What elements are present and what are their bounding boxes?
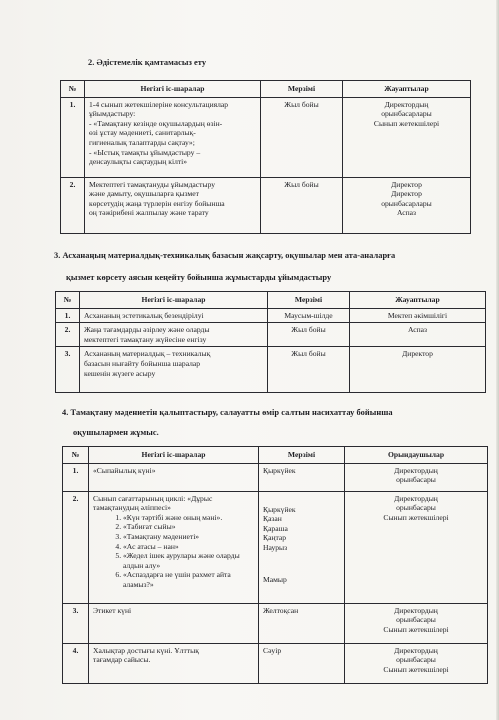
activity-line: көрсетудің жаңа түрлерін енгізу бойынша [89, 198, 225, 208]
row-activity [80, 347, 268, 393]
row-activity: «Сыпайылық күні» [89, 463, 259, 491]
section-4-title: 4. Тамақтану мәдениетін қалыптастыру, салауатты өмір салтын насихаттау бойынша [62, 408, 393, 417]
row-number: 2. [61, 177, 85, 233]
responsible-line: Директордың [394, 605, 438, 615]
table-row [63, 463, 488, 491]
row-activity [85, 177, 261, 233]
activity-line: 1-4 сынып жетекшілеріне консультациялар [89, 99, 229, 109]
activity-line: базасын нығайту бойынша шаралар [84, 358, 201, 368]
term-line: Қыркүйек [263, 504, 296, 514]
section-3-title-line: 3. Асханаңың материалдық-техникалық базасын жақсарту, оқушылар мен ата-аналарға [54, 251, 396, 260]
table-row [56, 323, 486, 347]
header-term: Мерзімі [261, 81, 343, 98]
table-row [56, 308, 486, 323]
row-term [259, 491, 345, 603]
section-3-title [54, 250, 494, 261]
responsible-line: орынбасары [396, 503, 436, 513]
responsible-line: орынбасары [396, 655, 436, 665]
row-number: 3. [63, 603, 89, 643]
activity-line: мектептегі тамақтану жүйесіне енгізу [84, 334, 207, 344]
list-item: 2. «Табиғат сыйы» [123, 522, 254, 532]
row-number: 2. [63, 491, 89, 603]
list-item: 4. «Ас атасы – нан» [123, 542, 254, 552]
responsible-line: орынбасарлары [381, 109, 432, 119]
header-activities: Негізгі іс-шаралар [80, 292, 268, 309]
row-activity [89, 491, 259, 603]
header-term: Мерзімі [259, 447, 345, 464]
row-activity [80, 308, 268, 323]
row-responsible [345, 643, 488, 683]
section-2-title: 2. Әдістемелік қамтамасыз ету [88, 58, 207, 67]
term-gap [263, 553, 340, 575]
term-line: Желтоқсан [263, 605, 299, 615]
row-term [259, 643, 345, 683]
table-header-row [56, 292, 486, 309]
row-term [259, 463, 345, 491]
row-number: 1. [63, 463, 89, 491]
table-row [63, 603, 488, 643]
table-row [56, 347, 486, 393]
section-4-table [62, 446, 488, 684]
responsible-line: Сынып жетекшілері [383, 624, 449, 634]
row-number: 3. [56, 347, 80, 393]
header-responsible: Жауаптылар [343, 81, 471, 98]
header-number: № [56, 292, 80, 309]
table-header-row [63, 447, 488, 464]
header-term: Мерзімі [268, 292, 350, 309]
section-3-table [55, 291, 486, 393]
term-line: Қыркүйек [263, 465, 296, 475]
responsible-line: Директор [391, 189, 422, 199]
list-item: 5. «Жедел ішек аурулары және оларды алдын алу» [123, 551, 254, 570]
activity-line: гигиеналық талаптарды сақтау»; [89, 137, 195, 147]
activity-line: Асхананың эстетикалық безендірілуі [84, 310, 204, 320]
activity-line: Жаңа тағамдарды әзірлеу және оларды [84, 325, 210, 335]
row-term [259, 603, 345, 643]
activity-line: Асхананың материалдық – техникалық [84, 349, 211, 359]
row-term: Маусым-шілде [268, 308, 350, 323]
row-term: Жыл бойы [261, 97, 343, 177]
activity-line: - «Ыстық тамақты ұйымдастыру – [89, 147, 201, 157]
activity-line: тамақтанудың әліппесі» [93, 503, 171, 513]
row-responsible [343, 177, 471, 233]
list-item: 1. «Күн тәртібі және оның мәні». [123, 513, 254, 523]
header-activities: Негізгі іс-шаралар [89, 447, 259, 464]
activity-line: денсаулықты сақтаудың кілті» [89, 157, 188, 167]
activity-line: оң тәжірибені жалпылау және тарату [89, 208, 209, 218]
table-row [61, 97, 471, 177]
activity-line: және дамыту, оқушыларға қызмет [89, 189, 199, 199]
responsible-line: Директордың [394, 645, 438, 655]
responsible-line: орынбасары [396, 475, 436, 485]
row-responsible: Мектеп әкімшілігі [350, 308, 486, 323]
row-activity [80, 323, 268, 347]
section-3-subtitle: қызмет көрсету аясын кеңейту бойынша жұмыстарды ұйымдастыру [66, 273, 332, 282]
row-responsible [345, 463, 488, 491]
row-number: 2. [56, 323, 80, 347]
header-responsible: Жауаптылар [350, 292, 486, 309]
activity-line: - «Тамақтану кезінде оқушылардың өзін- [89, 118, 223, 128]
activity-line: ұйымдастыру: [89, 109, 136, 119]
header-number: № [61, 81, 85, 98]
row-term: Жыл бойы [268, 323, 350, 347]
row-activity [85, 97, 261, 177]
term-line: Наурыз [263, 542, 288, 552]
row-responsible [343, 97, 471, 177]
responsible-line: Директордың [384, 99, 429, 109]
term-line: Сәуір [263, 645, 282, 655]
term-line: Қазан [263, 514, 282, 524]
responsible-line: Аспаз [396, 208, 417, 218]
section-4-subtitle: оқушылармен жұмыс. [73, 428, 159, 437]
row-responsible [345, 491, 488, 603]
activity-line: кешенін жүзеге асыру [84, 368, 156, 378]
responsible-line: Сынып жетекшілері [383, 512, 449, 522]
section-2-table [60, 80, 471, 234]
table-row [63, 643, 488, 683]
responsible-line: Директордың [394, 493, 438, 503]
class-hours-list [93, 513, 254, 590]
term-line: Қаңтар [263, 533, 287, 543]
row-responsible: Директор [350, 347, 486, 393]
header-activities: Негізгі іс-шаралар [85, 81, 261, 98]
responsible-line: Сынып жетекшілері [373, 118, 440, 128]
row-number: 4. [63, 643, 89, 683]
list-item: 3. «Тамақтану мәдениеті» [123, 532, 254, 542]
responsible-line: Директордың [394, 465, 438, 475]
row-activity [89, 643, 259, 683]
activity-line: Сынып сағаттарының циклі: «Дұрыс [93, 493, 213, 503]
responsible-line: Сынып жетекшілері [383, 664, 449, 674]
row-term: Жыл бойы [261, 177, 343, 233]
activity-line: Халықтар достығы күні. Ұлттық [93, 645, 199, 655]
table-row [61, 177, 471, 233]
header-number: № [63, 447, 89, 464]
activity-line: Мектептегі тамақтануды ұйымдастыру [89, 179, 216, 189]
responsible-line: орынбасары [396, 615, 436, 625]
responsible-line: орынбасарлары [381, 198, 432, 208]
activity-line: өзі ұстау мәдениеті, санитарлық- [89, 128, 196, 138]
row-responsible [345, 603, 488, 643]
row-term: Жыл бойы [268, 347, 350, 393]
activity-line: тағамдар сайысы. [93, 655, 151, 665]
table-row [63, 491, 488, 603]
term-line: Мамыр [263, 574, 287, 584]
responsible-line: Директор [391, 179, 422, 189]
list-item: 6. «Аспаздарға не үшін рахмет айта аламыз?» [123, 570, 254, 589]
term-line: Қараша [263, 523, 288, 533]
header-performers: Орындаушылар [345, 447, 488, 464]
row-activity: Этикет күні [89, 603, 259, 643]
table-header-row [61, 81, 471, 98]
row-responsible: Аспаз [350, 323, 486, 347]
row-number: 1. [56, 308, 80, 323]
row-number: 1. [61, 97, 85, 177]
